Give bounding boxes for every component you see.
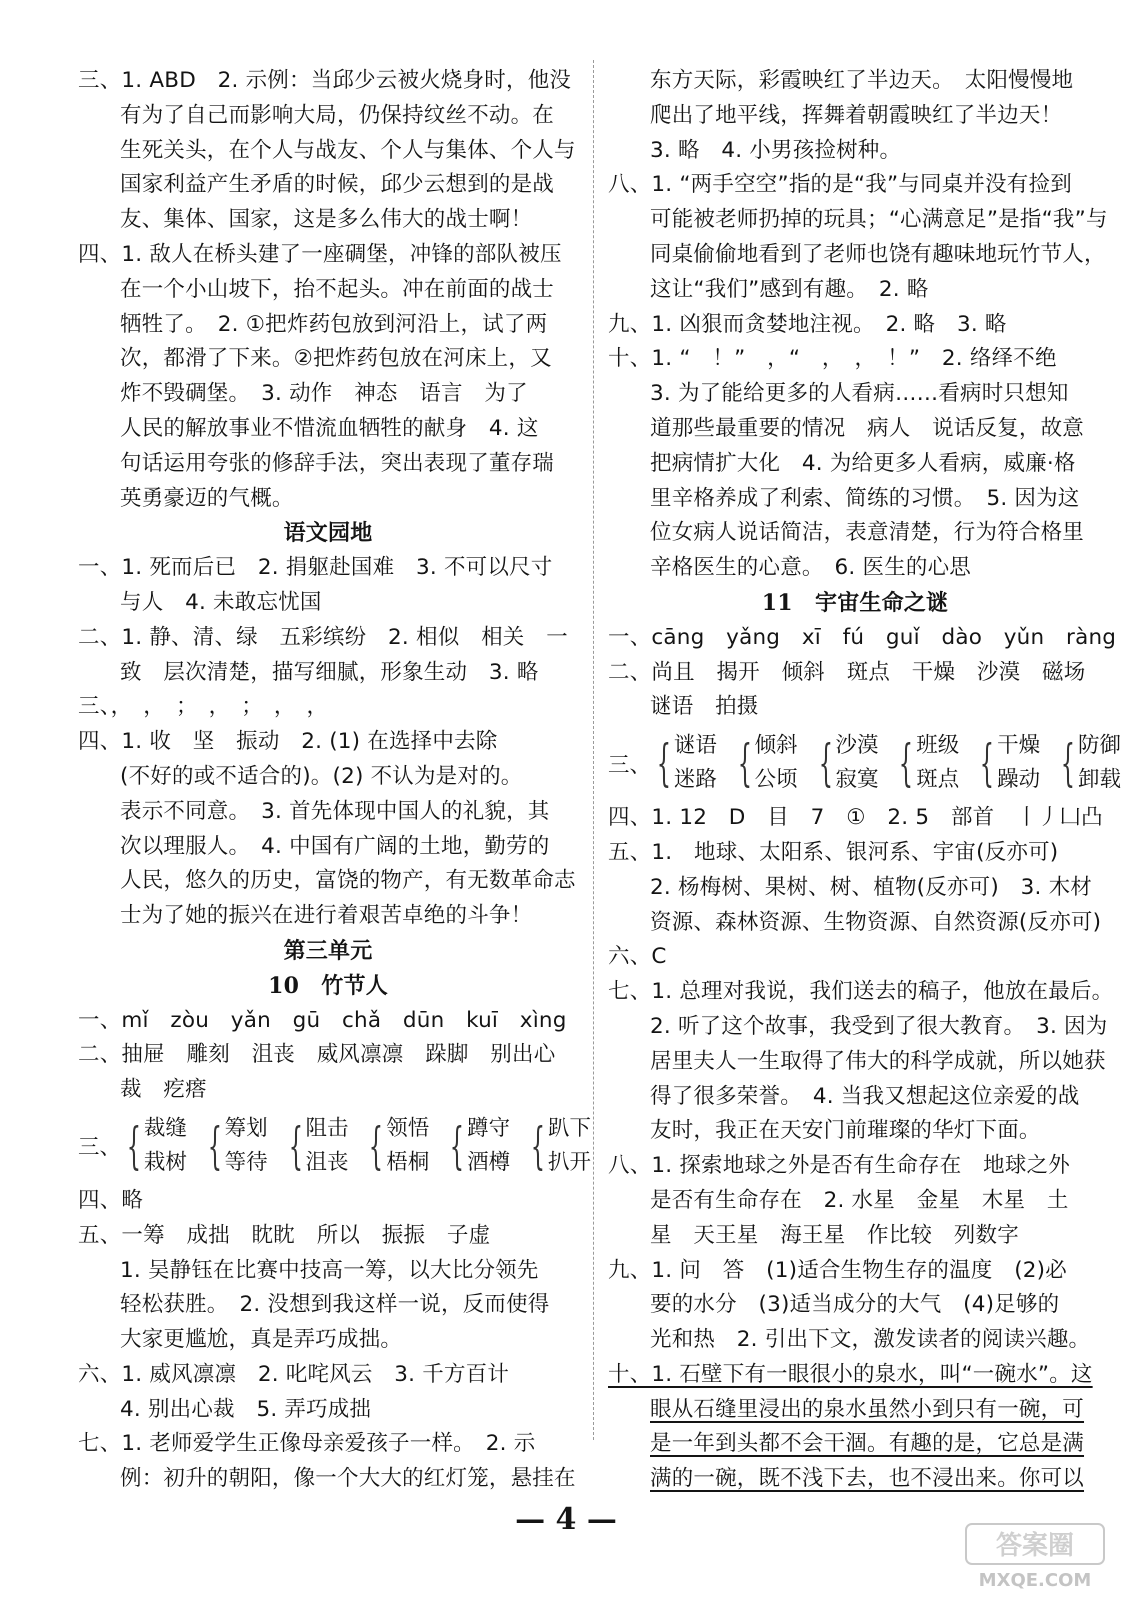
word-pair [810,729,879,797]
brace-mark: { [980,734,995,793]
answer-line: 九、1. 凶狠而贪婪地注视。 2. 略 3. 略 [608,311,1007,337]
brace-mark: { [126,1116,142,1175]
answer-line: 谜语 拍摄 [650,694,759,720]
pair-word: 倾斜 [754,733,798,759]
answer-line: 是否有生命存在 2. 水星 金星 木星 土 [650,1187,1069,1213]
pair-word: 酒樽 [467,1149,511,1175]
answer-line: 友时，我正在天安门前璀璨的华灯下面。 [650,1118,1041,1144]
question-number: 三、 [78,1135,122,1161]
answer-line: 一、cāng yǎng xī fú guǐ dào yǔn ràng [608,624,1117,650]
answer-line: 星 天王星 海王星 作比较 列数字 [650,1222,1019,1248]
pair-word: 栽树 [143,1149,187,1175]
word-pair [890,729,959,797]
answer-line: 一、mǐ zòu yǎn gū chǎ dūn kuī xìng [78,1007,567,1033]
answer-line: 居里夫人一生取得了伟大的科学成就，所以她获 [650,1048,1106,1074]
answer-line: 五、1. 地球、太阳系、银河系、宇宙(反亦可) [608,839,1059,865]
answer-line: 国家利益产生矛盾的时候，邱少云想到的是战 [120,172,555,198]
answer-line: 同桌偷偷地看到了老师也饶有趣味地玩竹节人， [650,241,1106,267]
watermark-url: MXQE.COM [978,1570,1092,1591]
brace-mark: { [450,1116,465,1175]
watermark-title: 答案圈 [995,1531,1075,1561]
answer-line: 友、集体、国家，这是多么伟大的战士啊！ [120,207,533,233]
brace-mark: { [288,1116,303,1175]
pair-word: 趴下 [547,1115,591,1141]
word-pair [729,729,798,797]
word-pair [1052,729,1121,797]
answer-line: 例：初升的朝阳，像一个大大的红灯笼，悬挂在 [120,1466,576,1492]
answer-line: 九、1. 问 答 (1)适合生物生存的温度 (2)必 [608,1257,1067,1283]
brace-mark: { [818,734,833,793]
answer-line: 四、1. 12 D 目 7 ① 2. 5 部首 丨丿凵凸 [608,805,1103,831]
answer-line: 要的水分 (3)适当成分的大气 (4)足够的 [650,1292,1060,1318]
answer-line: 2. 听了这个故事，我受到了很大教育。 3. 因为 [650,1013,1108,1039]
answer-line: 辛格医生的心意。 6. 医生的心思 [650,555,971,581]
answer-line: 四、略 [78,1187,144,1213]
answer-line: 道那些最重要的情况 病人 说话反复，故意 [650,415,1085,441]
answer-line: 可能被老师扔掉的玩具；“心满意足”是指“我”与 [650,207,1108,233]
pair-word: 班级 [916,733,960,759]
answer-line: 七、1. 总理对我说，我们送去的稿子，他放在最后。 [608,979,1114,1005]
pair-word: 扒开 [547,1149,591,1175]
pair-word: 卸载 [1077,767,1121,793]
answer-line: 爬出了地平线，挥舞着朝霞映红了半边天！ [650,102,1063,128]
answer-line: 二、抽屉 雕刻 沮丧 威风凛凛 跺脚 别出心 [78,1042,556,1068]
answer-line: 位女病人说话简洁，表意清楚，行为符合格里 [650,520,1085,546]
brace-mark: { [1060,734,1076,793]
answer-line: 表示不同意。 3. 首先体现中国人的礼貌，其 [120,798,550,824]
answer-line: 二、尚且 揭开 倾斜 斑点 干燥 沙漠 磁场 [608,659,1086,685]
answer-line: 有为了自己而影响大局，仍保持纹丝不动。在 [120,102,555,128]
pair-word: 领悟 [386,1115,430,1141]
brace-mark: { [899,734,914,793]
section-heading: 10 竹节人 [268,972,388,999]
underlined-text: 满的一碗，既不浅下去，也不浸出来。你可以 [650,1466,1085,1492]
brace-mark: { [530,1116,546,1175]
pair-word: 等待 [224,1149,268,1175]
brace-mark: { [737,734,752,793]
pair-word: 寂寞 [835,767,879,793]
pair-word: 沙漠 [835,733,879,759]
brace-mark: { [369,1116,384,1175]
word-pair [360,1112,429,1180]
word-pair [522,1112,591,1180]
answer-line [608,1393,1102,1428]
pair-word: 沮丧 [305,1149,349,1175]
section-heading: 语文园地 [283,520,373,547]
answer-line: 把病情扩大化 4. 为给更多人看病，威廉·格 [650,450,1076,476]
answer-line: 1. 吴静钰在比赛中技高一筹，以大比分领先 [120,1257,539,1283]
answer-line: 4. 别出心裁 5. 弄巧成拙 [120,1396,372,1422]
page-number: — 4 — [515,1502,617,1537]
answer-line [608,1462,1102,1497]
watermark-logo [960,1520,1110,1592]
word-pair [280,1112,349,1180]
word-pair [441,1112,510,1180]
underlined-text: 眼从石缝里浸出的泉水虽然小到只有一碗，可 [650,1396,1085,1422]
answer-line: 里辛格养成了利索、简练的习惯。 5. 因为这 [650,485,1080,511]
answer-line: 十、1. “ ！” ，“ ， ， ！” 2. 络绎不绝 [608,346,1057,372]
answer-line [608,1358,1102,1393]
answer-line: 六、C [608,944,667,970]
answer-line: 与人 4. 未敢忘忧国 [120,589,322,615]
pair-word: 迷路 [673,767,717,793]
bracket-answer-row [78,1108,591,1184]
answer-line: 光和热 2. 引出下文，激发读者的阅读兴趣。 [650,1327,1091,1353]
underlined-text: 是一年到头都不会干涸。有趣的是，它总是满 [650,1431,1085,1457]
answer-line: 3. 为了能给更多的人看病……看病时只想知 [650,381,1069,407]
answer-line: 牺牲了。 2. ①把炸药包放到河沿上，试了两 [120,311,548,337]
answer-line: 3. 略 4. 小男孩捡树种。 [650,137,902,163]
answer-line: 七、1. 老师爱学生正像母亲爱孩子一样。 2. 示 [78,1431,536,1457]
answer-line: 致 层次清楚，描写细腻，形象生动 3. 略 [120,659,539,685]
answer-line: 次，都滑了下来。②把炸药包放在河床上，又 [120,346,552,372]
section-heading: 第三单元 [283,937,373,964]
pair-word: 干燥 [997,733,1041,759]
pair-word: 蹲守 [467,1115,511,1141]
answer-line: 八、1. 探索地球之外是否有生命存在 地球之外 [608,1153,1070,1179]
answer-line: 英勇豪迈的气概。 [120,485,294,511]
left-column [78,64,591,1497]
right-column [608,64,1121,1497]
answer-line: 资源、森林资源、生物资源、自然资源(反亦可) [650,909,1102,935]
answer-line: 得了很多荣誉。 4. 当我又想起这位亲爱的战 [650,1083,1080,1109]
bracket-answer-row [608,725,1121,801]
answer-line: 四、1. 收 坚 振动 2. (1) 在选择中去除 [78,729,498,755]
brace-mark: { [207,1116,222,1175]
section-heading: 11 宇宙生命之谜 [761,589,949,616]
answer-line: 四、1. 敌人在桥头建了一座碉堡，冲锋的部队被压 [78,241,562,267]
answer-line: 大家更尴尬，真是弄巧成拙。 [120,1327,403,1353]
answer-line: 人民，悠久的历史，富饶的物产，有无数革命志 [120,868,576,894]
answer-line: 生死关头，在个人与战友、个人与集体、个人与 [120,137,576,163]
answer-line: 炸不毁碉堡。 3. 动作 神态 语言 为了 [120,381,528,407]
word-pair [199,1112,268,1180]
answer-line: 裁 疙瘩 [120,1077,207,1103]
pair-word: 躁动 [997,767,1041,793]
word-pair [118,1112,187,1180]
answer-line: 一、1. 死而后已 2. 捐躯赴国难 3. 不可以尺寸 [78,555,553,581]
pair-word: 裁缝 [143,1115,187,1141]
answer-line: 这让“我们”感到有趣。 2. 略 [650,276,929,302]
answer-line: 二、1. 静、清、绿 五彩缤纷 2. 相似 相关 一 [78,624,568,650]
question-number: 三、 [608,752,652,778]
answer-line: 2. 杨梅树、果树、树、植物(反亦可) 3. 木材 [650,874,1092,900]
column-divider [593,60,594,1440]
pair-word: 梧桐 [386,1149,430,1175]
pair-word: 斑点 [916,767,960,793]
answer-line: 五、一筹 成拙 眈眈 所以 振振 子虚 [78,1222,491,1248]
answer-line [608,1427,1102,1462]
brace-mark: { [656,734,672,793]
answer-line: 六、1. 威风凛凛 2. 叱咤风云 3. 千方百计 [78,1361,510,1387]
answer-line: 句话运用夸张的修辞手法，突出表现了董存瑞 [120,450,555,476]
pair-word: 公顷 [754,767,798,793]
answer-line: 轻松获胜。 2. 没想到我这样一说，反而使得 [120,1292,550,1318]
answer-line: 三、， ， ； ， ； ， ， [78,694,329,720]
answer-line: 在一个小山坡下，抬不起头。冲在前面的战士 [120,276,555,302]
answer-line: 八、1. “两手空空”指的是“我”与同桌并没有捡到 [608,172,1072,198]
answer-line: (不好的或不适合的)。(2) 不认为是对的。 [120,763,523,789]
word-pair [648,729,717,797]
pair-word: 防御 [1077,733,1121,759]
answer-line: 次以理服人。 4. 中国有广阔的土地，勤劳的 [120,833,550,859]
answer-line: 士为了她的振兴在进行着艰苦卓绝的斗争！ [120,903,533,929]
answer-line: 三、1. ABD 2. 示例：当邱少云被火烧身时，他没 [78,68,572,93]
pair-word: 阻击 [305,1115,349,1141]
word-pair [971,729,1040,797]
answer-line: 人民的解放事业不惜流血牺牲的献身 4. 这 [120,415,539,441]
answer-line: 东方天际，彩霞映红了半边天。 太阳慢慢地 [650,68,1074,93]
underlined-text: 十、1. 石壁下有一眼很小的泉水，叫“一碗水”。这 [608,1361,1093,1387]
pair-word: 谜语 [673,733,717,759]
pair-word: 筹划 [224,1115,268,1141]
